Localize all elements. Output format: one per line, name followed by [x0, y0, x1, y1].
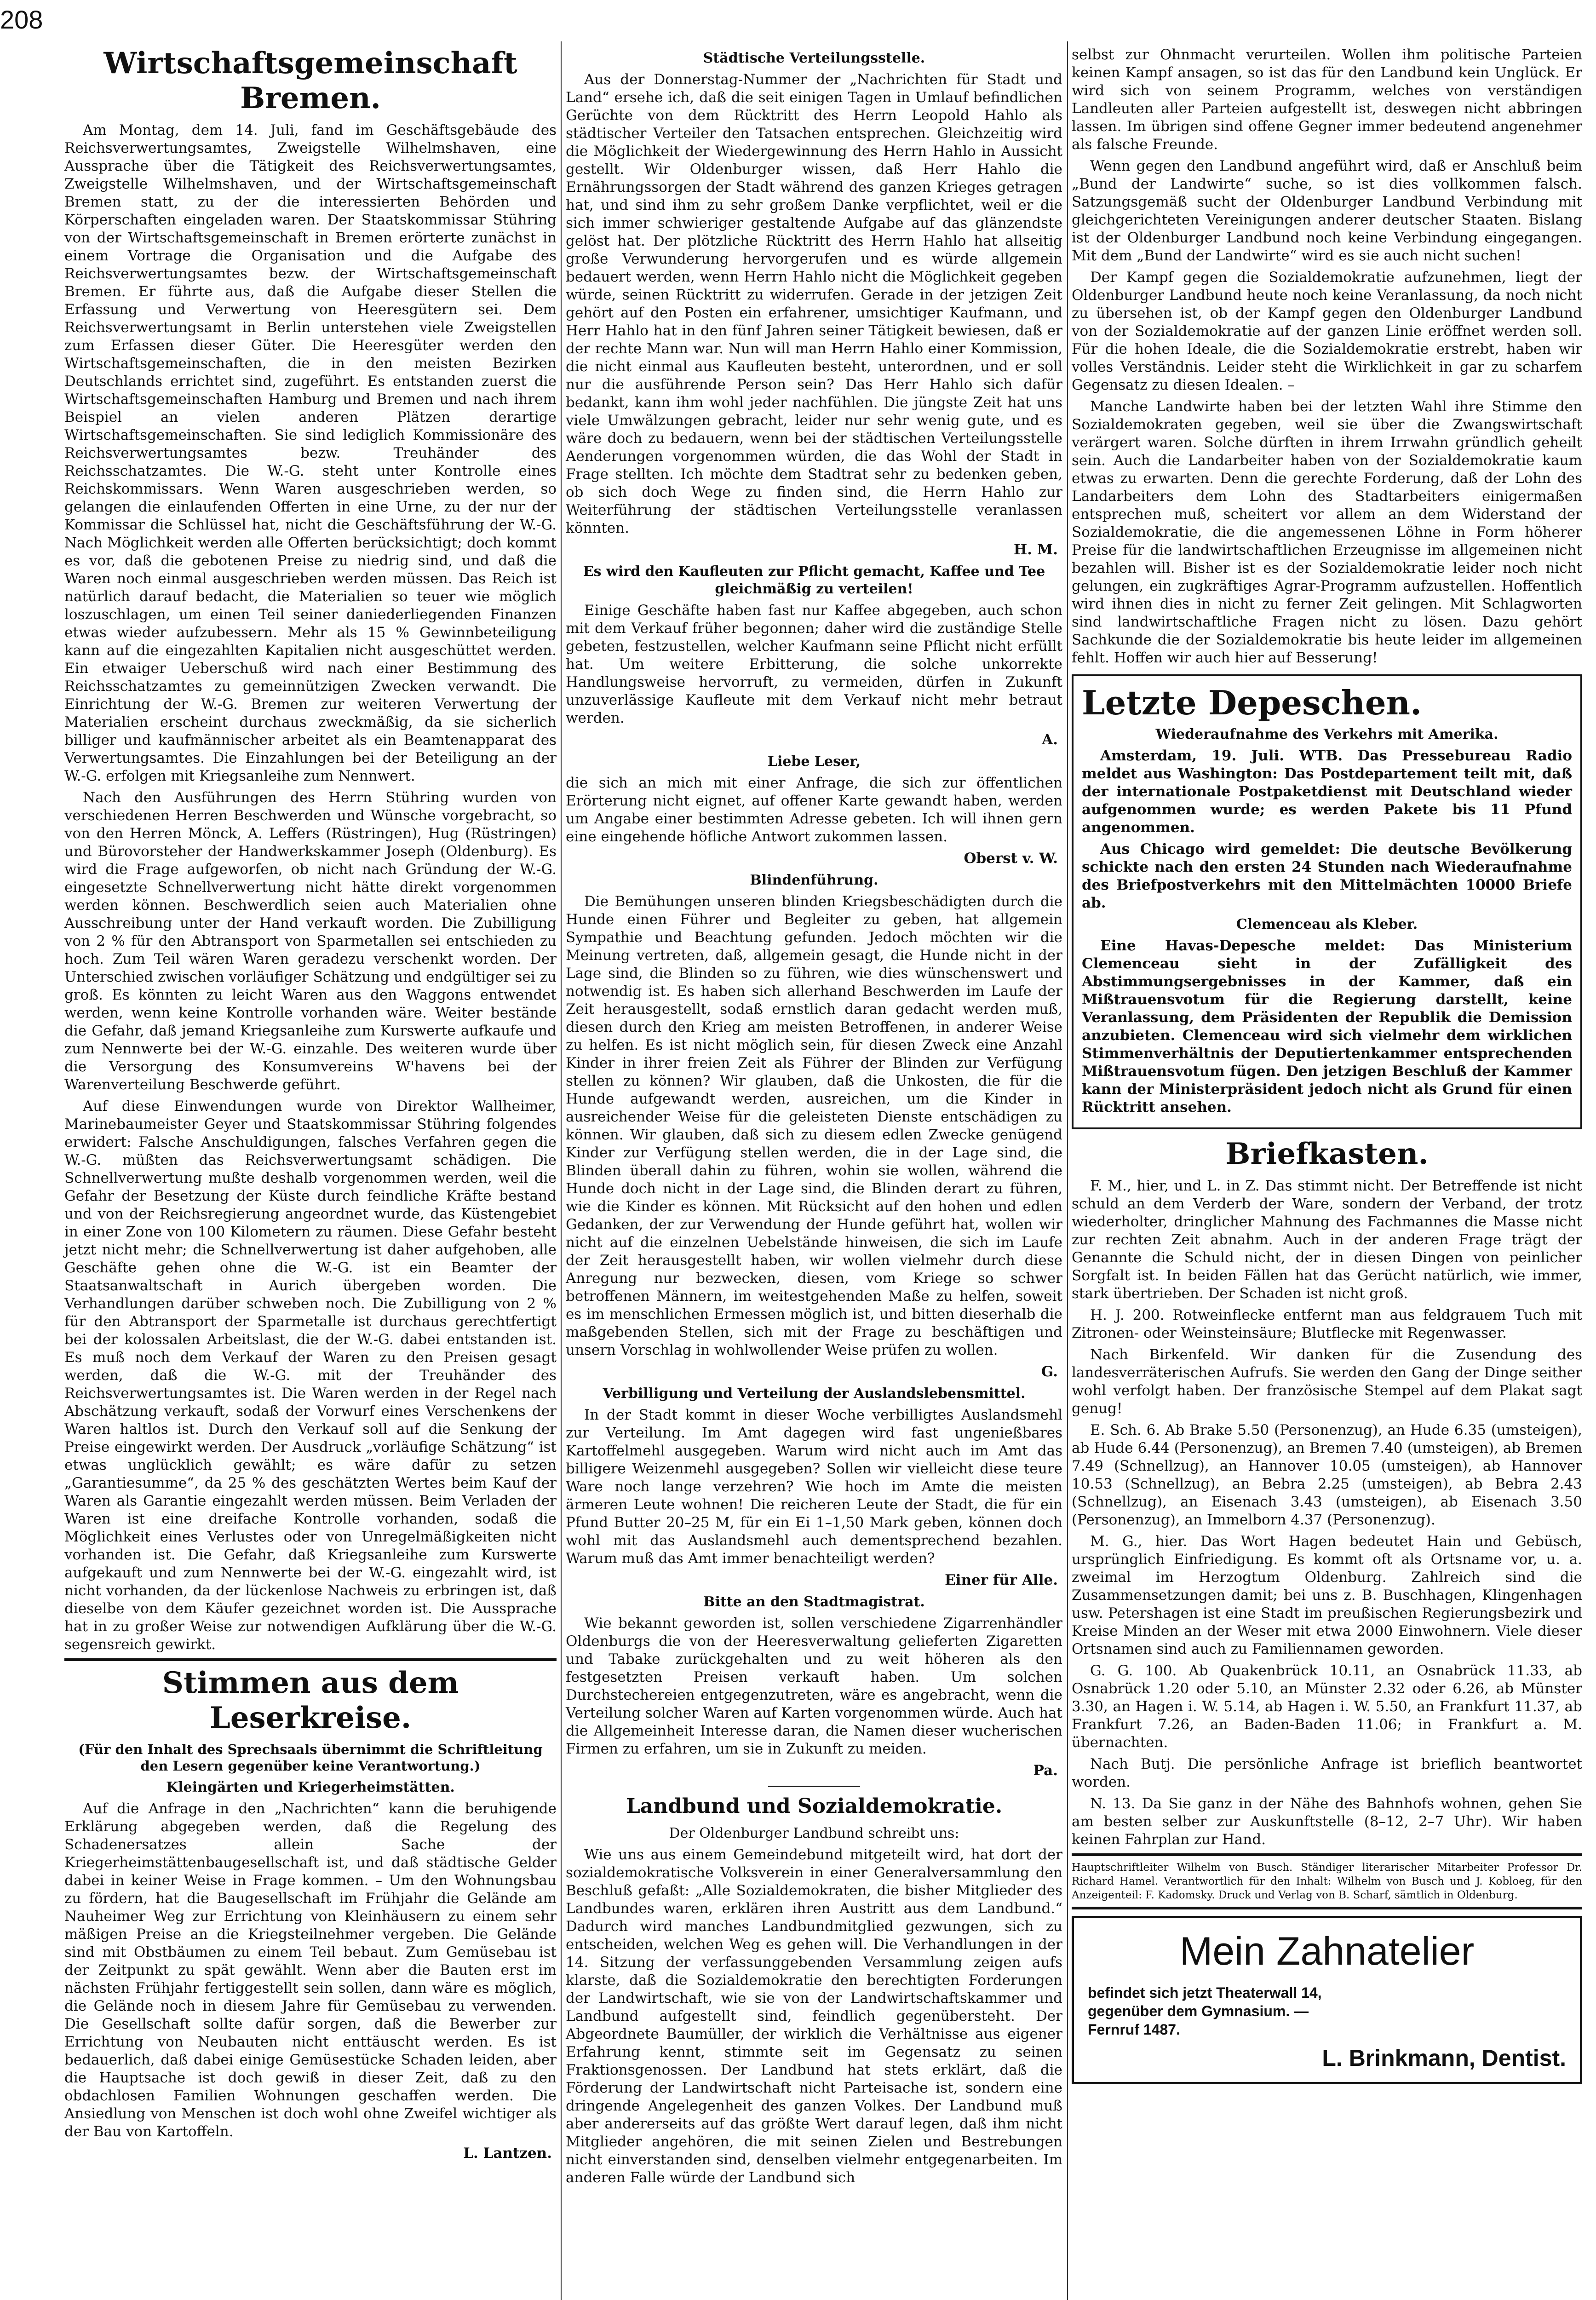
letter-signature: H. M. [1014, 541, 1058, 558]
advertisement [1072, 1916, 1582, 2084]
letter-body: Die Bemühungen unseren blinden Kriegsbeschädigten durch die Hunde einen Führer und Begleiter zu geben, hat allgemein Sympathie und Beachtung gefunden. Jedoch möchten wir die Meinung vertreten, daß, allgemein gesagt, die Hunde nicht in der Lage sind, die Blinden so zu führen, wie dies wünschenswert und notwendig ist. Es haben sich allerhand Beschwerden im Laufe der Zeit herausgestellt, sodaß ernstlich daran gedacht werden muß, diesen durch den Krieg am meisten Betroffenen, in anderer Weise zu helfen. Es ist nicht möglich sein, für diesen Zweck eine Anzahl Kinder in ihrer freien Zeit als Führer der Blinden zur Verfügung stellen zu können? Wir glauben, daß die Unkosten, die für die Hunde aufgewandt werden, ausreichen, um die Kinder in ausreichender Weise für die geleisteten Dienste entschädigen zu können. Wir glauben, daß sich zu diesem edlen Zwecke genügend Kinder zur Verfügung stellen werden, die in der Lage sind, die Blinden überall dahin zu führen, wohin sie wollen, während die Hunde doch nicht in der Lage sind, die Blinden derart zu führen, wie die Kinder es können. Mit Rücksicht auf den hohen und edlen Gedanken, der zur Verwendung der Hunde geführt hat, wollen wir nicht auf die einzelnen Uebelstände hinweisen, die sich im Laufe der Zeit herausgestellt haben, wir wollen vielmehr durch diese Anregung nur bezwecken, diesen, vom Kriege so schwer betroffenen Männern, im weitestgehenden Maße zu helfen, soweit es im menschlichen Ermessen möglich ist, und bitten dieserhalb die maßgebenden Stellen, sich mit der Frage zu beschäftigen und unsern Vorschlag in wohlwollender Weise prüfen zu wollen. [566, 893, 1062, 1358]
letter-title: Verbilligung und Verteilung der Auslandslebensmittel. [603, 1386, 1026, 1402]
section-divider [768, 1786, 860, 1787]
letter-title: Bitte an den Stadtmagistrat. [703, 1594, 925, 1610]
article-paragraph: selbst zur Ohnmacht verurteilen. Wollen ihm politische Parteien keinen Kampf ansagen, so ist das für den Landbund kein Unglück. Er wird sich von seinem Programm, welches von verständigen Landleuten aller Parteien aufgestellt ist, deswegen nicht abbringen lassen. Im übrigen sind offene Gegner immer bedeutend angenehmer als falsche Freunde. [1072, 46, 1582, 153]
letter-signature: G. [1041, 1363, 1058, 1380]
letter-title: Blindenführung. [750, 872, 878, 888]
letter-title: Es wird den Kaufleuten zur Pflicht gemacht, Kaffee und Tee gleichmäßig zu verteilen! [583, 564, 1045, 597]
letter-signature: Pa. [1033, 1762, 1058, 1779]
letter-body: Aus der Donnerstag-Nummer der „Nachrichten für Stadt und Land“ ersehe ich, daß die seit einigen Tagen in Umlauf befindlichen Gerüchte von dem Rücktritt des Herrn Leopold Hahlo als städtischer Verteiler den Tatsachen entsprechen. Gleichzeitig wird die Möglichkeit der Wiedergewinnung des Herrn Hahlo in Aussicht gestellt. Wir Oldenburger wissen, daß Herr Hahlo die Ernährungssorgen der Stadt während des ganzen Krieges getragen hat, und sind ihm zu sehr großem Danke verpflichtet, weil er die sich immer schwieriger gestaltende Aufgabe auf das glänzendste gelöst hat. Der plötzliche Rücktritt des Herrn Hahlo hat allseitig große Verwunderung hervorgerufen und es würde allgemein bedauert werden, wenn Herrn Hahlo nicht die Möglichkeit gegeben würde, seinen Rücktritt zu widerrufen. Gerade in der jetzigen Zeit gehört auf den Posten ein erfahrener, umsichtiger Kaufmann, und Herr Hahlo hat in den fünf Jahren seiner Tätigkeit bewiesen, daß er der rechte Mann war. Nun will man Herrn Hahlo einer Kommission, die nicht einmal aus Kaufleuten besteht, unterordnen, und er soll nur die ausführende Person sein? Das Herr Hahlo sich dafür bedankt, kann ihm wohl jeder nachfühlen. Die jüngste Zeit hat uns viele Umwälzungen gebracht, leider nur sehr wenig gute, und es wäre doch zu bedauern, wenn bei der städtischen Verteilungsstelle Aenderungen vorgenommen würden, die das Wohl der Stadt in Frage stellten. Ich möchte dem Stadtrat sehr zu bedenken geben, ob sich doch Wege zu finden sind, die Herrn Hahlo zur Weiterführung der städtischen Verteilungsstelle veranlassen könnten. [566, 71, 1062, 536]
mailbox-entry: Nach Birkenfeld. Wir danken für die Zusendung des landesverräterischen Aufrufs. Sie werden den Gang der Dinge seither wohl verfolgt haben. Der französische Stempel auf dem Plakat sagt genug! [1072, 1346, 1582, 1417]
article-paragraph: Wenn gegen den Landbund angeführt wird, daß er Anschluß beim „Bund der Landwirte“ suche, so ist dies vollkommen falsch. Satzungsgemäß sucht der Oldenburger Landbund Verbindung mit gleichgerichteten Vereinigungen anderer deutscher Staaten. Bislang ist der Oldenburger Landbund noch keine Verbindung eingegangen. Mit dem „Bund der Landwirte“ wird es sie auch nicht suchen! [1072, 158, 1582, 264]
letter-title: Städtische Verteilungsstelle. [703, 50, 925, 66]
article-title: Wirtschaftsgemeinschaft Bremen. [103, 46, 517, 115]
dispatch-paragraph: Eine Havas-Depesche meldet: Das Ministerium Clemenceau sieht in der Zufälligkeit des Abstimmungsergebnisses in der Kammer, daß ein Mißtrauensvotum für die Regierung darstellt, keine Veranlassung, dem Präsidenten der Republik die Demission anzubieten. Clemenceau wird sich vielmehr dem wirklichen Stimmenverhältnis der Deputiertenkammer entsprechenden Mißtrauensvotum fügen. Den jetzigen Beschluß der Kammer kann der Ministerpräsident jedoch nicht als Grund für einen Rücktritt ansehen. [1082, 937, 1572, 1116]
section-divider [1072, 1907, 1582, 1909]
article-paragraph: Wie uns aus einem Gemeindebund mitgeteilt wird, hat dort der sozialdemokratische Volksverein in einer Generalversammlung den Beschluß gefaßt: „Alle Sozialdemokraten, die bisher Mitglieder des Landbundes waren, erklären ihren Austritt aus dem Landbund.“ Dadurch wird manches Landbundmitglied gezwungen, sich zu entscheiden, welchen Weg es gehen will. Die Verhandlungen in der 14. Sitzung der verfassunggebenden Versammlung zeigen aufs klarste, daß die Sozialdemokratie den berechtigten Forderungen der Landwirtschaft, wie sie von der Landwirtschaftskammer und Landbund aufgestellt sind, feindlich gegenübersteht. Der Abgeordnete Baumüller, der wirklich die Verhältnisse aus eigener Erfahrung kennt, stimmte seit im Gegensatz zu seinen Fraktionsgenossen. Der Landbund hat stets erklärt, daß die Förderung der Landwirtschaft nicht Parteisache ist, sondern eine dringende Angelegenheit des ganzen Volkes. Der Landbund muß aber andererseits auf das größte Wert darauf legen, daß ihm nicht Mitglieder angehören, die mit seinen Zielen und Bestrebungen nicht einverstanden sind, denselben vielmehr entgegenarbeiten. Im anderen Falle würde der Landbund sich [566, 1846, 1062, 2186]
article-paragraph: Auf diese Einwendungen wurde von Direktor Wallheimer, Marinebaumeister Geyer und Staatskommissar Stühring folgendes erwidert: Falsche Anschuldigungen, falsches Verfahren gegen die W.-G. müßten das Reichsverwertungsamt schädigen. Die Schnellverwertung mußte deshalb vorgenommen werden, weil die Gefahr der Besetzung der Küste durch feindliche Kräfte bestand und von der Reichsregierung angeordnet wurde, das Küstengebiet in einer Zone von 100 Kilometern zu räumen. Diese Gefahr besteht jetzt nicht mehr; die Schnellverwertung ist daher aufgehoben, alle Geschäfte gehen ohne die W.-G. ist ein Beamter der Staatsanwaltschaft in Aurich übergeben worden. Die Verhandlungen darüber schweben noch. Die Zubilligung von 2 % für den Abtransport der Sparmetalle ist durchaus gerechtfertigt bei der kolossalen Arbeitslast, die der W.-G. dabei entstanden ist. Es muß noch dem Verkauf der Waren zu den Preisen gesagt werden, daß die W.-G. mit der Treuhänder des Reichsverwertungsamtes ist. Die Waren werden in der Regel nach Abschätzung verkauft, sodaß der Vorwurf eines Verschenkens der Waren haltlos ist. Durch den Verkauf soll auf die Senkung der Preise eingewirkt werden. Der Ausdruck „vorläufige Schätzung“ ist etwas unglücklich gewählt; es wäre dafür zu setzen „Garantiesumme“, da 25 % des geschätzten Wertes beim Kauf der Waren als Garantie eingezahlt werden müssen. Beim Verladen der Waren ist eine dreifache Kontrolle vorhanden, sodaß die Möglichkeit eines Verlustes oder von Unregelmäßigkeiten nicht vorhanden ist. Die Gefahr, daß Kriegsanleihe zum Kurswerte aufgekauft und zum Nennwerte bei der W.-G. eingezahlt wird, ist nicht vorhanden, da der lückenlose Nachweis zu erbringen ist, daß dieselbe von dem Käufer gezeichnet worden ist. Die Aussprache hat in zu großer Weise zur notwendigen Aufklärung über die W.-G. segensreich gewirkt. [64, 1098, 557, 1653]
article-paragraph: Nach den Ausführungen des Herrn Stühring wurden von verschiedenen Herren Beschwerden und Wünsche vorgebracht, so von den Herren Mönck, A. Leffers (Rüstringen), Hug (Rüstringen) und Bürovorsteher der Handwerkskammer Joseph (Oldenburg). Es wird die Frage aufgeworfen, ob nicht nach Gründung der W.-G. eingesetzte Schnellverwertung nicht hätte direkt vorgenommen werden können. Beschwerdlich seien auch Materialien ohne Ausschreibung unter der Hand verkauft worden. Die Zubilligung von 2 % für den Abtransport von Sparmetallen sei entschieden zu hoch. Zum Teil wären Waren geradezu verschenkt worden. Der Unterschied zwischen vorläufiger Schätzung und endgültiger sei zu groß. Es könnten zu leicht Waren aus den Waggons entwendet werden, wenn keine Kontrolle vorhanden wäre. Weiter bestände die Gefahr, daß jemand Kriegsanleihe zum Kurswerte aufkaufe und zum Nennwerte bei der W.-G. einzahle. Des weiteren wurde über die Versorgung des Konsumvereins W'havens bei der Warenverteilung Beschwerde geführt. [64, 789, 557, 1093]
article-paragraph: Manche Landwirte haben bei der letzten Wahl ihre Stimme den Sozialdemokraten gegeben, weil sie über die Zwangswirtschaft verärgert waren. Solche dürften in ihrem Irrwahn gründlich geheilt sein. Auch die Landarbeiter haben von der Sozialdemokratie kaum etwas zu erwarten. Denn die gerechte Forderung, daß der Lohn des Landarbeiters dem Lohn des Stadtarbeiters einigermaßen entsprechen muß, scheitert vor allem an dem Widerstand der Sozialdemokratie, die die angemessenen Löhne in Form höherer Preise für die landwirtschaftlichen Erzeugnisse im allgemeinen nicht bezahlen will. Bisher ist es der Sozialdemokratie leider noch nicht gelungen, ein zugkräftiges Agrar-Programm aufzustellen. Hoffentlich wird ihnen dies in nicht zu ferner Zeit gelingen. Mit Schlagworten sind landwirtschaftliche Fragen nicht zu lösen. Dazu gehört Sachkunde die der Sozialdemokratie bis heute leider im allgemeinen fehlt. Hoffen wir auch hier auf Besserung! [1072, 398, 1582, 666]
ad-line: gegenüber dem Gymnasium. — [1088, 2003, 1309, 2019]
article-title: Landbund und Sozialdemokratie. [626, 1794, 1003, 1818]
depeschen-box [1072, 674, 1582, 1129]
section-title: Briefkasten. [1225, 1137, 1429, 1171]
mailbox-entry: E. Sch. 6. Ab Brake 5.50 (Personenzug), an Hude 6.35 (umsteigen), ab Hude 6.44 (Personenzug), an Bremen 7.40 (umsteigen), ab Bremen 7.49 (Schnellzug), an Hannover 10.05 (umsteigen), ab Hannover 10.53 (Schnellzug), an Bebra 2.25 (umsteigen), ab Bebra 2.43 (Schnellzug), an Eisenach 3.43 (umsteigen), ab Eisenach 3.50 (Personenzug), an Immelborn 4.37 (Personenzug). [1072, 1422, 1582, 1528]
mailbox-entry: Nach Butj. Die persönliche Anfrage ist brieflich beantwortet worden. [1072, 1756, 1582, 1790]
mailbox-entry: F. M., hier, und L. in Z. Das stimmt nicht. Der Betreffende ist nicht schuld an dem Verderb der Ware, sondern der Verband, der trotz wiederholter, dringlicher Mahnung des Fachmannes die Masse nicht zur rechten Zeit abnahm. Auch in der anderen Frage trägt der Genannte die Schuld nicht, der in diesen Dingen von peinlicher Sorgfalt ist. In beiden Fällen hat das Gerücht natürlich, wie immer, stark übertrieben. Der Schaden ist nicht groß. [1072, 1178, 1582, 1302]
dispatch-paragraph: Aus Chicago wird gemeldet: Die deutsche Bevölkerung schickte nach den ersten 24 Stunden nach Wiederaufnahme des Briefpostverkehrs mit den Mittelmächten 10000 Briefe ab. [1082, 841, 1572, 911]
column-1 [64, 46, 557, 2300]
article-paragraph: Der Kampf gegen die Sozialdemokratie aufzunehmen, liegt der Oldenburger Landbund heute noch keine Veranlassung, da noch nicht zu übersehen ist, ob der Kampf gegen den Oldenburger Landbund von der Sozialdemokratie auf der ganzen Linie eröffnet werden soll. Für die hohen Ideale, die die Sozialdemokratie erstrebt, haben wir volles Verständnis. Leider steht die Wirklichkeit in gar zu scharfem Gegensatz zu diesen Idealen. – [1072, 269, 1582, 393]
ad-name: L. Brinkmann, Dentist. [1322, 2045, 1566, 2071]
article-subtitle: Der Oldenburger Landbund schreibt uns: [669, 1825, 959, 1841]
mailbox-entry: M. G., hier. Das Wort Hagen bedeutet Hain und Gebüsch, ursprünglich Einfriedigung. Es kommt oft als Ortsname vor, u. a. zweimal im Herzogtum Oldenburg. Zahlreich sind die Zusammensetzungen damit; bei uns z. B. Buschhagen, Klingenhagen usw. Petershagen ist eine Stadt im preußischen Regierungsbezirk und Kreise Minden an der Weser mit etwa 2000 Einwohnern. Viele dieser Ortsnamen sind auch zu Familiennamen geworden. [1072, 1533, 1582, 1657]
letter-body: die sich an mich mit einer Anfrage, die sich zur öffentlichen Erörterung nicht eignet, auf offener Karte gewandt haben, werden um Angabe einer bestimmten Adresse gebeten. Ich will ihnen gern eine eingehende höfliche Antwort zukommen lassen. [566, 775, 1062, 845]
letter-signature: L. Lantzen. [463, 2145, 552, 2162]
section-divider [1072, 1853, 1582, 1856]
section-title: Letzte Depeschen. [1082, 683, 1422, 722]
dispatch-paragraph: Amsterdam, 19. Juli. WTB. Das Pressebureau Radio meldet aus Washington: Das Postdepartement teilt mit, daß der internationale Postpaketdienst mit Deutschland wieder aufgenommen wurde; es werden Pakete bis 11 Pfund angenommen. [1082, 748, 1572, 836]
section-divider [64, 1658, 557, 1661]
ad-line: befindet sich jetzt Theaterwall 14, [1088, 1984, 1322, 2001]
ad-title: Mein Zahnatelier [1179, 1929, 1475, 1973]
column-3 [1072, 46, 1582, 2300]
letter-title: Kleingärten und Kriegerheimstätten. [166, 1779, 455, 1795]
letter-signature: Oberst v. W. [964, 850, 1058, 867]
letter-body: In der Stadt kommt in dieser Woche verbilligtes Auslandsmehl zur Verteilung. Im Amt dagegen wird fast ungenießbares Kartoffelmehl ausgegeben. Warum wird nicht auch im Amt das billigere Weizenmehl ausgegeben? Sollen wir vielleicht diese teure Ware noch lange verzehren? Wie hoch im Amte die meisten ärmeren Leute wohnen! Die reicheren Leute der Stadt, die für ein Pfund Butter 20–25 M, für ein Ei 1–1,50 Mark geben, können doch wohl mit das Auslandsmehl auch dementsprechend bezahlen. Warum muß das Amt immer benachteiligt werden? [566, 1407, 1062, 1567]
page-number: 208 [0, 5, 43, 34]
mailbox-entry: N. 13. Da Sie ganz in der Nähe des Bahnhofs wohnen, gehen Sie am besten selber zur Auskunftstelle (8–12, 2–7 Uhr). Wir haben keinen Fahrplan zur Hand. [1072, 1795, 1582, 1848]
column-rule [561, 41, 562, 2300]
letter-body: Einige Geschäfte haben fast nur Kaffee abgegeben, auch schon mit dem Verkauf früher begonnen; daher wird die zuständige Stelle gebeten, festzustellen, welcher Kaufmann seine Pflicht nicht erfüllt hat. Um weitere Erbitterung, die solche unkorrekte Handlungsweise hervorruft, zu vermeiden, dürfen in Zukunft unzuverlässige Kaufleute mit dem Verkauf nicht mehr betraut werden. [566, 602, 1062, 726]
dispatch-subtitle: Wiederaufnahme des Verkehrs mit Amerika. [1155, 726, 1498, 742]
imprint: Hauptschriftleiter Wilhelm von Busch. Ständiger literarischer Mitarbeiter Professor Dr. Richard Hamel. Verantwortlich für den Inhalt: Wilhelm von Busch und J. Kobloeg, für den Anzeigenteil: F. Kadomsky. Druck und Verlag von B. Scharf, sämtlich in Oldenburg. [1072, 1862, 1582, 1901]
mailbox-entry: G. G. 100. Ab Quakenbrück 10.11, an Osnabrück 11.33, ab Osnabrück 1.20 oder 5.10, an Münster 2.32 oder 6.26, ab Münster 3.30, an Hagen i. W. 5.14, ab Hagen i. W. 5.50, an Frankfurt 11.37, ab Frankfurt 7.26, an Baden-Baden 11.06; in Frankfurt a. M. übernachten. [1072, 1662, 1582, 1751]
section-title: Stimmen aus dem Leserkreise. [162, 1666, 459, 1735]
letter-body: Auf die Anfrage in den „Nachrichten“ kann die beruhigende Erklärung abgegeben werden, daß die Regelung des Schadenersatzes allein Sache der Kriegerheimstättenbaugesellschaft ist, und daß städtische Gelder dabei in keiner Weise in Frage kommen. – Um den Wohnungsbau zu fördern, hat die Baugesellschaft im Frühjahr die Gelände am Nauheimer Weg zur Errichtung von Kleinhäusern zu einem sehr mäßigen Preise an die Kriegsteilnehmer vergeben. Die Gelände sind mit Obstbäumen zu einem Teil bebaut. Zum Gemüsebau ist der Zeitpunkt zu spät gewählt. Wenn aber die Bauten erst im nächsten Frühjahr fertiggestellt sein sollen, dann wäre es möglich, die Gelände noch in diesem Jahre für Gemüsebau zu verwenden. Die Gesellschaft sollte dafür sorgen, daß die Bewerber zur Errichtung von Neubauten nicht enttäuscht werden. Es ist bedauerlich, daß dabei einige Gemüsestücke Schaden leiden, aber die Hauptsache ist doch gewiß in dieser Zeit, daß zu den obdachlosen Familien Wohnungen geschaffen werden. Die Ansiedlung von Menschen ist doch wohl ohne Zweifel wichtiger als der Bau von Kartoffeln. [64, 1800, 557, 2140]
letter-signature: A. [1042, 731, 1058, 748]
letter-signature: Einer für Alle. [945, 1572, 1058, 1588]
dispatch-subtitle: Clemenceau als Kleber. [1236, 916, 1418, 932]
column-rule [1067, 41, 1068, 2300]
article-paragraph: Am Montag, dem 14. Juli, fand im Geschäftsgebäude des Reichsverwertungsamtes, Zweigstelle Wilhelmshaven, eine Aussprache über die Tätigkeit des Reichsverwertungsamtes, Zweigstelle Wilhelmshaven, und der Wirtschaftsgemeinschaft Bremen statt, zu der die interessierten Behörden und Körperschaften eingeladen waren. Der Staatskommissar Stühring von der Wirtschaftsgemeinschaft in Bremen erörterte zunächst in einem Vortrage die Organisation und die Aufgabe des Reichsverwertungsamtes bezw. der Wirtschaftsgemeinschaft Bremen. Er führte aus, daß die Aufgabe dieser Stellen die Erfassung und Verwertung von Heeresgütern sei. Dem Reichsverwertungsamt in Berlin unterstehen viele Zweigstellen zum Erfassen dieser Güter. Die Heeresgüter werden den Wirtschaftsgemeinschaften, die in den meisten Bezirken Deutschlands errichtet sind, zugeführt. Es entstanden zuerst die Wirtschaftsgemeinschaften Hamburg und Bremen und nach ihrem Beispiel an vielen anderen Plätzen derartige Wirtschaftsgemeinschaften. Sie sind lediglich Kommissionäre des Reichsverwertungsamtes bezw. Treuhänder des Reichsschatzamtes. Die W.-G. steht unter Kontrolle eines Reichskommissars. Wenn Waren ausgeschrieben werden, so gelangen die einlaufenden Offerten in eine Urne, zu der nur der Kommissar die Schlüssel hat, nicht die Geschäftsführung der W.-G. Nach Möglichkeit werden alle Offerten berücksichtigt; doch kommt es vor, daß die gebotenen Preise zu niedrig sind, und daß die Waren noch einmal ausgeschrieben werden müssen. Das Reich ist natürlich darauf bedacht, die Materialien so teuer wie möglich loszuschlagen, um einen Teil seiner daniederliegenden Finanzen etwas wieder aufzubessern. Mehr als 15 % Gewinnbeteiligung kann auf die eingezahlten Kapitalien nicht ausgeschüttet werden. Ein etwaiger Ueberschuß wird nach einer Bestimmung des Reichsschatzamtes zu gemeinnützigen Zwecken verwandt. Die Einrichtung der W.-G. Bremen zur weiteren Verwertung der Materialien erscheint durchaus zweckmäßig, da sie sicherlich billiger und kaufmännischer arbeitet als ein Beamtenapparat des Verwertungsamtes. Die Einzahlungen bei der Beteiligung an der W.-G. erfolgen mit Kriegsanleihe zum Nennwert. [64, 122, 557, 784]
section-note: (Für den Inhalt des Sprechsaals übernimmt die Schriftleitung den Lesern gegenüber keine Verantwortung.) [78, 1742, 543, 1774]
column-2 [566, 46, 1062, 2300]
letter-body: Wie bekannt geworden ist, sollen verschiedene Zigarrenhändler Oldenburgs die von der Heeresverwaltung gelieferten Zigaretten und Tabake zurückgehalten und zu weit höheren als den festgesetzten Preisen verkauft haben. Um solchen Durchstechereien entgegenzutreten, wäre es angebracht, wenn die Verteilung solcher Waren auf Karten vorgenommen würde. Auch hat die Allgemeinheit Interesse daran, die Namen dieser wucherischen Firmen zu erfahren, um sie in Zukunft zu meiden. [566, 1615, 1062, 1757]
mailbox-entry: H. J. 200. Rotweinflecke entfernt man aus feldgrauem Tuch mit Zitronen- oder Weinsteinsäure; Blutflecke mit Regenwasser. [1072, 1307, 1582, 1341]
ad-line: Fernruf 1487. [1088, 2021, 1180, 2038]
letter-title: Liebe Leser, [767, 753, 861, 770]
